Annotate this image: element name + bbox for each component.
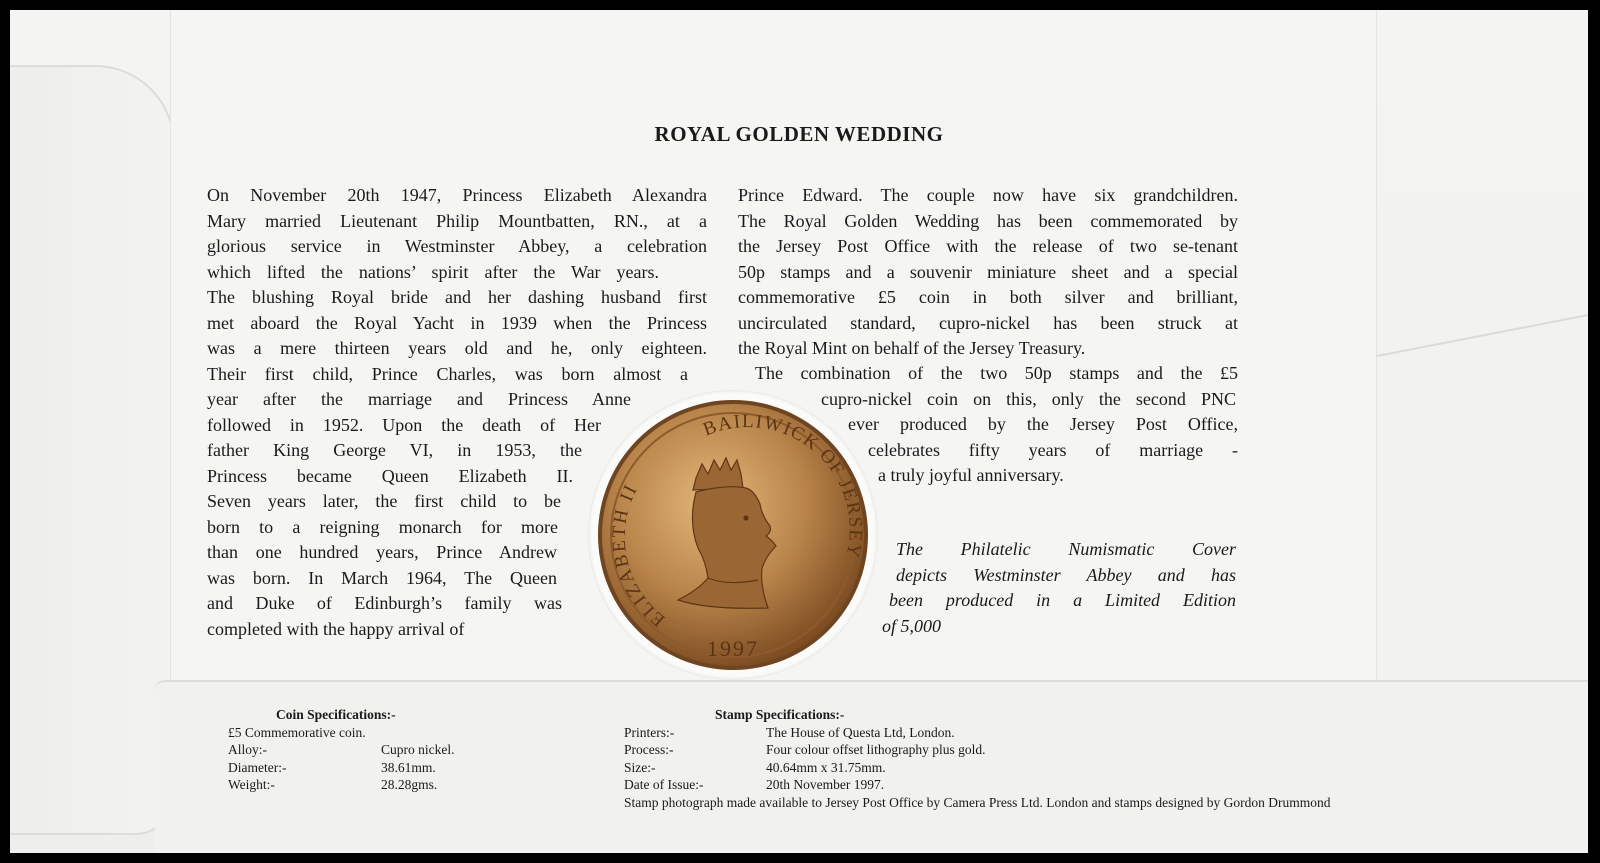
text-line: Princess became Queen Elizabeth II. (207, 465, 573, 486)
spec-value: Four colour offset lithography plus gold. (766, 742, 986, 757)
spec-label: Weight:- (228, 777, 275, 792)
text-line: commemorative £5 coin in both silver and brilliant, (738, 287, 1238, 307)
text-line: than one hundred years, Prince Andrew (207, 542, 557, 562)
text-line: Prince Edward. The couple now have six grandchildren. (738, 185, 1238, 205)
text-line: met aboard the Royal Yacht in 1939 when the Princess (207, 312, 707, 333)
coin-inscription-left: ELIZABETH II (608, 480, 670, 631)
text-line: and Duke of Edinburgh’s family was (207, 593, 562, 613)
spec-label: Date of Issue:- (624, 777, 704, 792)
text-line: Their first child, Prince Charles, was born almost a (207, 363, 688, 384)
text-line: a truly joyful anniversary. (878, 465, 1064, 485)
spec-label: Alloy:- (228, 742, 267, 757)
spec-row (624, 759, 1584, 777)
text-line: completed with the happy arrival of (207, 618, 465, 639)
text-line: father King George VI, in 1953, the (207, 440, 582, 460)
text-line: followed in 1952. Upon the death of Her (207, 414, 601, 435)
text-line: Mary married Lieutenant Philip Mountbatten, RN., at a (207, 210, 707, 231)
text-line: The blushing Royal bride and her dashing husband first (207, 287, 707, 307)
spec-label: Diameter:- (228, 759, 287, 775)
text-line: of 5,000 (882, 615, 942, 636)
right-column-text (738, 183, 1238, 362)
coin-year: 1997 (707, 636, 759, 661)
commemorative-coin (596, 398, 870, 672)
text-line: was a mere thirteen years old and he, only eighteen. (207, 338, 707, 358)
spec-row (624, 776, 1584, 794)
coin-specs-heading: Coin Specifications:- (276, 707, 396, 722)
text-line: Seven years later, the first child to be (207, 491, 561, 511)
stamp-credit: Stamp photograph made available to Jersey Post Office by Camera Press Ltd. London and stamps designed by Gordon Drummond (624, 794, 1331, 810)
spec-row (624, 741, 1584, 759)
spec-value: Cupro nickel. (381, 742, 455, 757)
text-line: 50p stamps and a souvenir miniature sheet and a special (738, 261, 1238, 282)
stamp-specifications (624, 706, 1584, 811)
spec-label: Process:- (624, 742, 674, 757)
spec-row (228, 741, 455, 759)
spec-row (228, 776, 455, 794)
text-line: uncirculated standard, cupro-nickel has been struck at (738, 312, 1238, 333)
text-line: On November 20th 1947, Princess Elizabeth Alexandra (207, 185, 707, 205)
text-line: glorious service in Westminster Abbey, a celebration (207, 236, 707, 256)
text-line: been produced in a Limited Edition (889, 590, 1236, 610)
spec-row (228, 759, 455, 777)
text-line: The combination of the two 50p stamps and the £5 (755, 363, 1238, 383)
text-line: the Jersey Post Office with the release of two se-tenant (738, 236, 1238, 256)
page-title: ROYAL GOLDEN WEDDING (654, 122, 944, 146)
envelope-back (10, 10, 1588, 853)
spec-label: Size:- (624, 759, 656, 775)
text-line: celebrates fifty years of marriage - (868, 439, 1238, 460)
text-line: depicts Westminster Abbey and has (896, 564, 1236, 585)
text-line: which lifted the nations’ spirit after the War years. (207, 261, 659, 282)
stamp-specs-heading: Stamp Specifications:- (715, 707, 845, 722)
text-line: was born. In March 1964, The Queen (207, 567, 557, 588)
text-line: the Royal Mint on behalf of the Jersey Treasury. (738, 338, 1086, 358)
coin-inscription-right: BAILIWICK OF JERSEY (700, 411, 866, 561)
left-envelope-flap (10, 65, 175, 835)
spec-value: 28.28gms. (381, 777, 438, 792)
spec-value: 40.64mm x 31.75mm. (766, 759, 886, 775)
limited-edition-note (882, 537, 1236, 639)
spec-value: 38.61mm. (381, 759, 436, 775)
coin-specs-intro: £5 Commemorative coin. (228, 724, 366, 740)
spec-label: Printers:- (624, 724, 675, 740)
coin-specifications (228, 706, 455, 794)
text-line: The Royal Golden Wedding has been commemorated by (738, 210, 1238, 231)
text-line: born to a reigning monarch for more (207, 516, 558, 537)
spec-value: The House of Questa Ltd, London. (766, 724, 955, 740)
spec-row (624, 724, 1584, 742)
spec-value: 20th November 1997. (766, 777, 885, 792)
text-line: cupro-nickel coin on this, only the second PNC (821, 388, 1236, 409)
text-line: ever produced by the Jersey Post Office, (848, 414, 1238, 434)
text-line: The Philatelic Numismatic Cover (896, 539, 1236, 559)
text-line: year after the marriage and Princess Anne (207, 389, 631, 409)
